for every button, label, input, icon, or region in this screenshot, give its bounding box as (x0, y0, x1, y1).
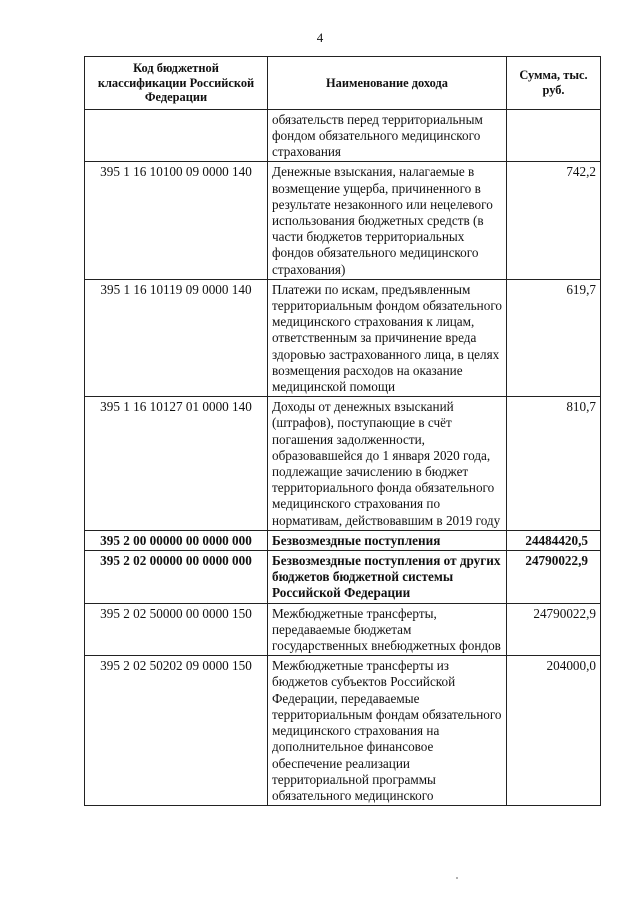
row-code: 395 1 16 10100 09 0000 140 (85, 162, 268, 279)
row-name: Платежи по искам, предъявленным территориальным фондом обязательного медицинского страхования к лицам, ответственным за причинение вреда здоровью застрахованного лица, в целях возмещения расходов на оказание медицинской помощи (268, 279, 507, 396)
row-code: 395 2 02 50202 09 0000 150 (85, 656, 268, 806)
table-row (85, 109, 601, 162)
revenue-table (84, 56, 601, 806)
row-code: 395 2 02 00000 00 0000 000 (85, 551, 268, 604)
table-row (85, 279, 601, 396)
table-header-row (85, 57, 601, 110)
row-amount: 619,7 (507, 279, 601, 396)
row-code: 395 2 00 00000 00 0000 000 (85, 530, 268, 550)
table-body (85, 109, 601, 805)
row-name: Безвозмездные поступления от других бюджетов бюджетной системы Российской Федерации (268, 551, 507, 604)
row-name: Денежные взыскания, налагаемые в возмещение ущерба, причиненного в результате незаконного или нецелевого использования бюджетных средств (в части бюджетов территориальных фондов обязательного медицинского страхования) (268, 162, 507, 279)
header-amount: Сумма, тыс. руб. (507, 57, 601, 110)
table-row (85, 656, 601, 806)
row-amount: 24790022,9 (507, 551, 601, 604)
row-code: 395 2 02 50000 00 0000 150 (85, 603, 268, 656)
table-row (85, 530, 601, 550)
row-amount: 810,7 (507, 397, 601, 531)
row-name: Межбюджетные трансферты из бюджетов субъектов Российской Федерации, передаваемые территориальным фондам обязательного медицинского страхования на дополнительное финансовое обеспечение реализации территориальной программы обязательного медицинского (268, 656, 507, 806)
header-name: Наименование дохода (268, 57, 507, 110)
row-name: Доходы от денежных взысканий (штрафов), поступающие в счёт погашения задолженности, образовавшейся до 1 января 2020 года, подлежащие зачислению в бюджет территориального фонда обязательного медицинского страхования по нормативам, действовавшим в 2019 году (268, 397, 507, 531)
header-code: Код бюджетной классификации Российской Федерации (85, 57, 268, 110)
row-amount (507, 109, 601, 162)
row-amount: 24484420,5 (507, 530, 601, 550)
row-code: 395 1 16 10119 09 0000 140 (85, 279, 268, 396)
row-name: Безвозмездные поступления (268, 530, 507, 550)
scan-speck (456, 877, 458, 879)
row-amount: 742,2 (507, 162, 601, 279)
table-row (85, 551, 601, 604)
page-number: 4 (316, 30, 324, 45)
row-name: Межбюджетные трансферты, передаваемые бюджетам государственных внебюджетных фондов (268, 603, 507, 656)
row-code (85, 109, 268, 162)
table-row (85, 397, 601, 531)
row-name: обязательств перед территориальным фондом обязательного медицинского страхования (268, 109, 507, 162)
table-row (85, 603, 601, 656)
row-code: 395 1 16 10127 01 0000 140 (85, 397, 268, 531)
row-amount: 24790022,9 (507, 603, 601, 656)
row-amount: 204000,0 (507, 656, 601, 806)
table-row (85, 162, 601, 279)
